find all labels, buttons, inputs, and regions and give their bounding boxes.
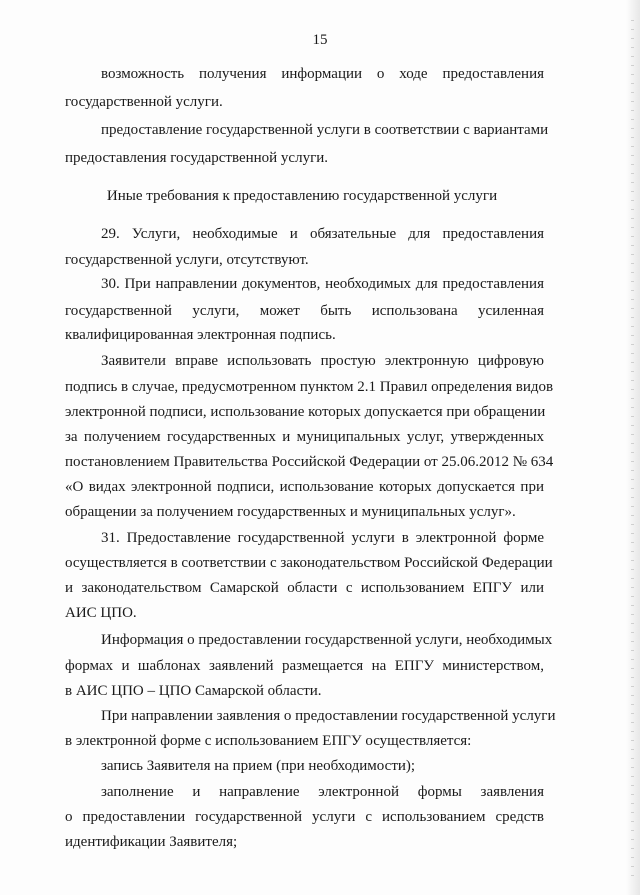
paragraph-line: электронной подписи, использование которых допускается при обращении	[65, 404, 546, 420]
paragraph-line: в АИС ЦПО – ЦПО Самарской области.	[65, 683, 322, 699]
paragraph-line: постановлением Правительства Российской Федерации от 25.06.2012 № 634	[65, 454, 554, 470]
paragraph-line: При направлении заявления о предоставлении государственной услуги	[101, 708, 556, 724]
paragraph-line: в электронной форме с использованием ЕПГУ осуществляется:	[65, 733, 472, 749]
paragraph-line: осуществляется в соответствии с законодательством Российской Федерации	[65, 555, 553, 571]
paragraph-line: АИС ЦПО.	[65, 605, 137, 621]
paragraph-line: обращении за получением государственных и муниципальных услуг».	[65, 504, 516, 520]
page-edge-scan-marks	[631, 20, 634, 880]
paragraph-line: «О видах электронной подписи, использование которых допускается при	[65, 479, 544, 495]
paragraph-line: идентификации Заявителя;	[65, 834, 238, 850]
paragraph-line: 31. Предоставление государственной услуги в электронной форме	[101, 530, 544, 546]
paragraph-line: квалифицированная электронная подпись.	[65, 327, 336, 343]
paragraph-line: Заявители вправе использовать простую электронную цифровую	[101, 353, 544, 369]
paragraph-line: заполнение и направление электронной формы заявления	[101, 784, 544, 800]
paragraph-line: предоставления государственной услуги.	[65, 150, 329, 166]
page-number: 15	[312, 32, 328, 48]
section-heading: Иные требования к предоставлению государственной услуги	[106, 188, 498, 204]
paragraph-line: Информация о предоставлении государственной услуги, необходимых	[101, 632, 553, 648]
paragraph-line: государственной услуги, отсутствуют.	[65, 252, 309, 268]
paragraph-line: государственной услуги, может быть использована усиленная	[65, 303, 544, 319]
paragraph-line: запись Заявителя на прием (при необходимости);	[101, 758, 416, 774]
paragraph-line: предоставление государственной услуги в соответствии с вариантами	[101, 122, 549, 138]
paragraph-line: 30. При направлении документов, необходимых для предоставления	[101, 276, 544, 292]
paragraph-line: государственной услуги.	[65, 94, 223, 110]
paragraph-line: подпись в случае, предусмотренном пунктом 2.1 Правил определения видов	[65, 379, 554, 395]
paragraph-line: и законодательством Самарской области с использованием ЕПГУ или	[65, 580, 544, 596]
paragraph-line: формах и шаблонах заявлений размещается на ЕПГУ министерством,	[65, 658, 544, 674]
paragraph-line: возможность получения информации о ходе предоставления	[101, 66, 544, 82]
paragraph-line: за получением государственных и муниципальных услуг, утвержденных	[65, 429, 544, 445]
paragraph-line: 29. Услуги, необходимые и обязательные для предоставления	[101, 226, 544, 242]
paragraph-line: о предоставлении государственной услуги с использованием средств	[65, 809, 544, 825]
